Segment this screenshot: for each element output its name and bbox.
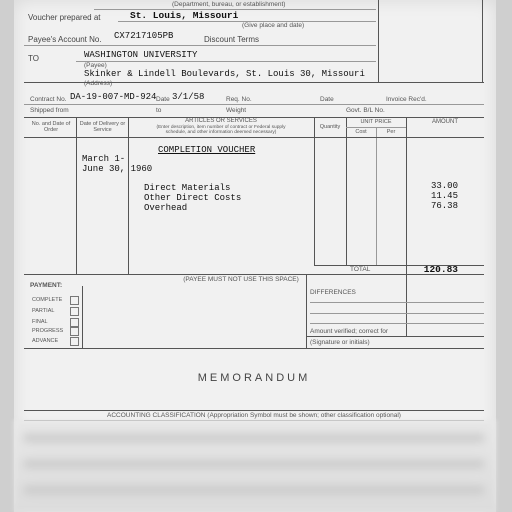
col-order-header: No. and Date of Order — [31, 121, 71, 133]
delivery-line-1: March 1- — [82, 154, 126, 164]
col-amount-header: AMOUNT — [432, 119, 458, 125]
voucher-prepared-label: Voucher prepared at — [28, 13, 101, 22]
payment-bottom-rule — [24, 348, 484, 349]
payment-option-progress: PROGRESS — [32, 328, 64, 334]
contract-label: Contract No. — [30, 96, 67, 103]
shipped-label: Shipped from — [30, 107, 69, 114]
dept-caption: (Department, bureau, or establishment) — [172, 1, 286, 8]
payee-caption-note: (PAYEE MUST NOT USE THIS SPACE) — [183, 276, 299, 283]
table-header-rule — [24, 137, 484, 138]
verified-label: Amount verified; correct for — [310, 328, 389, 335]
checkbox-progress[interactable] — [70, 327, 79, 336]
blur-band-2 — [24, 460, 484, 468]
col-unit-price-header: UNIT PRICE — [360, 119, 392, 125]
contract-rule — [24, 104, 484, 105]
account-line — [24, 45, 376, 46]
col-articles-sub1: (Enter description, item number of contract or Federal supply — [156, 125, 286, 130]
voucher-form — [14, 0, 496, 512]
col-line-2 — [128, 117, 129, 274]
shipped-to-label: to — [156, 107, 162, 114]
payee-line — [76, 61, 376, 62]
payee-address: Skinker & Lindell Boulevards, St. Louis 30, Missouri — [84, 69, 365, 79]
col-quantity-header: Quantity — [319, 124, 341, 130]
delivery-line-2: June 30, 1960 — [82, 164, 153, 174]
item-amount-direct-materials: 33.00 — [430, 181, 458, 191]
col-articles-sub2: schedule, and other information deemed necessary) — [165, 130, 277, 135]
accounting-classification: ACCOUNTING CLASSIFICATION (Appropriation Symbol must be shown; other classification optional) — [107, 412, 401, 419]
item-amount-overhead: 76.38 — [430, 201, 458, 211]
checkbox-complete[interactable] — [70, 296, 79, 305]
differences-line-1 — [310, 302, 484, 303]
item-amount-other-direct-costs: 11.45 — [430, 191, 458, 201]
checkbox-final[interactable] — [70, 318, 79, 327]
payment-amount-line — [406, 274, 407, 336]
total-label: TOTAL — [350, 266, 371, 273]
blur-band-1 — [24, 434, 484, 442]
table-bottom-rule — [24, 274, 484, 275]
contract-value: DA-19-007-MD-924 — [70, 92, 157, 102]
blur-band-3 — [24, 486, 484, 494]
weight-label: Weight — [226, 107, 247, 114]
accounting-top-rule — [24, 410, 484, 411]
payment-option-final: FINAL — [32, 319, 48, 325]
col-articles-header: ARTICLES OR SERVICES — [185, 118, 257, 124]
payee-caption: (Payee) — [84, 62, 107, 69]
col-line-1 — [76, 117, 77, 274]
col-line-4 — [346, 117, 347, 265]
total-value: 120.83 — [423, 264, 458, 275]
checkbox-advance[interactable] — [70, 337, 79, 346]
invoice-label: Invoice Rec'd. — [386, 96, 427, 103]
item-label-other-direct-costs: Other Direct Costs — [144, 193, 242, 203]
col-per-header: Per — [386, 129, 396, 135]
differences-line-3 — [310, 323, 484, 324]
differences-label: DIFFERENCES — [310, 289, 356, 296]
discount-terms-label: Discount Terms — [204, 35, 259, 44]
col-line-5 — [376, 128, 377, 265]
place-caption: (Give place and date) — [242, 22, 305, 29]
payment-col-line — [82, 286, 83, 348]
top-right-border — [482, 0, 483, 82]
memorandum-heading: MEMORANDUM — [197, 372, 311, 384]
completion-voucher-heading: COMPLETION VOUCHER — [158, 145, 256, 155]
total-top-rule — [314, 265, 484, 266]
voucher-prepared-value: St. Louis, Missouri — [130, 10, 239, 21]
payee-account-value: CX7217105PB — [114, 31, 174, 41]
to-label: TO — [28, 54, 39, 63]
unit-price-rule — [346, 127, 406, 128]
payee-name: WASHINGTON UNIVERSITY — [84, 50, 198, 60]
payment-option-advance: ADVANCE — [32, 338, 59, 344]
signature-label: (Signature or initials) — [310, 339, 370, 346]
col-line-3 — [314, 117, 315, 265]
top-divider — [378, 0, 379, 82]
differences-line-2 — [310, 313, 484, 314]
item-label-direct-materials: Direct Materials — [144, 183, 231, 193]
payment-option-partial: PARTIAL — [32, 308, 55, 314]
col-delivery-header: Date of Delivery or Service — [79, 121, 126, 133]
date2-label: Date — [320, 96, 334, 103]
address-caption: (Address) — [84, 80, 113, 87]
payee-account-label: Payee's Account No. — [28, 35, 102, 44]
payment-label: PAYMENT: — [30, 282, 63, 289]
contract-date-value: 3/1/58 — [172, 92, 205, 102]
item-label-overhead: Overhead — [144, 203, 188, 213]
col-cost-header: Cost — [355, 129, 367, 135]
payment-option-complete: COMPLETE — [32, 297, 63, 303]
blurred-page-bottom — [14, 420, 496, 512]
contract-date-label: Date — [156, 96, 170, 103]
req-label: Req. No. — [226, 96, 252, 103]
verified-rule — [306, 336, 484, 337]
gbl-label: Govt. B/L No. — [346, 107, 385, 114]
checkbox-partial[interactable] — [70, 307, 79, 316]
